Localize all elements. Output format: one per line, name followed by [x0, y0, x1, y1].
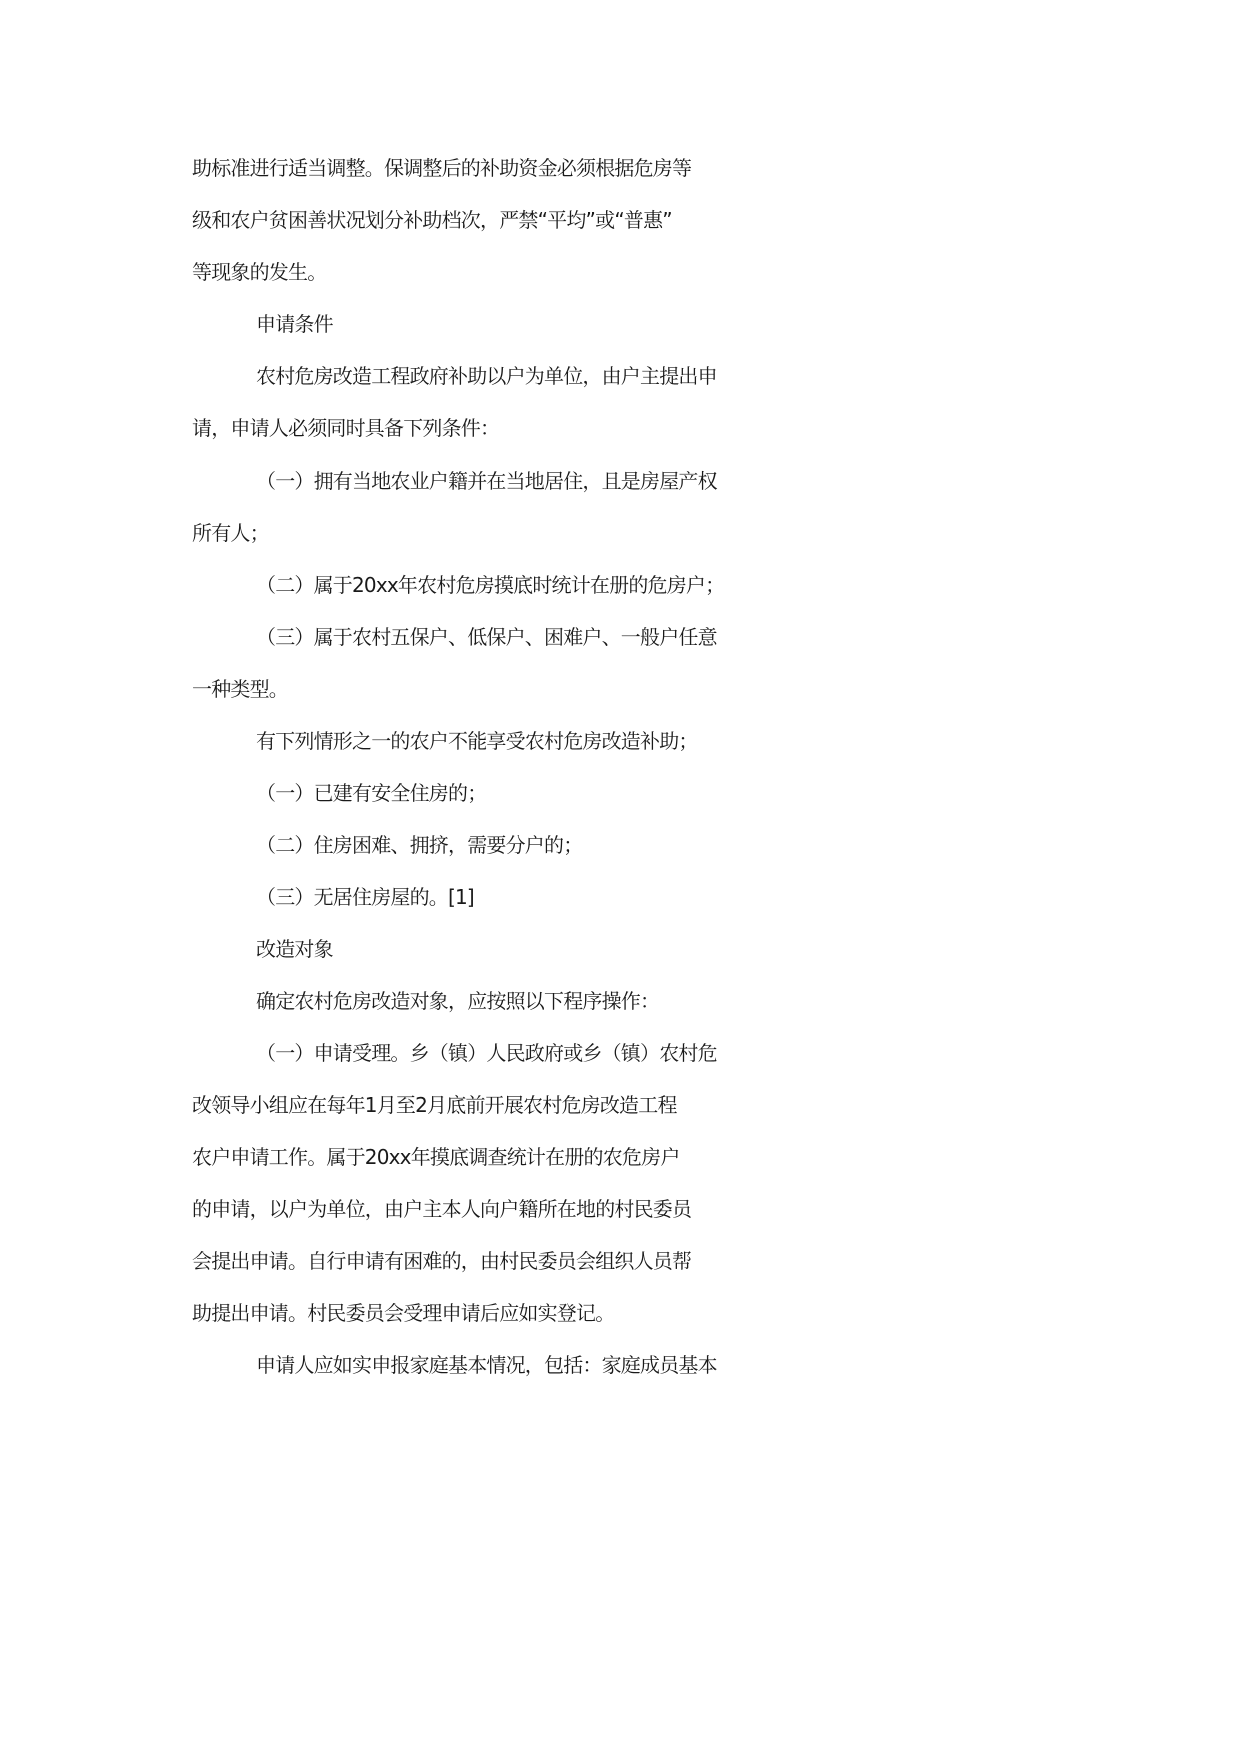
text-line: 申请人应如实申报家庭基本情况，包括：家庭成员基本	[256, 1353, 717, 1377]
text-line: 级和农户贫困善状况划分补助档次，严禁“平均”或“普惠”	[192, 208, 672, 232]
text-line: 会提出申请。自行申请有困难的，由村民委员会组织人员帮	[192, 1249, 692, 1273]
text-line: 助提出申请。村民委员会受理申请后应如实登记。	[192, 1301, 615, 1325]
text-line: 所有人；	[192, 521, 269, 545]
section-heading: 申请条件	[256, 312, 333, 336]
section-heading: 改造对象	[256, 937, 333, 961]
list-item-line: （一）已建有安全住房的；	[256, 781, 487, 805]
text-line: 的申请，以户为单位，由户主本人向户籍所在地的村民委员	[192, 1197, 692, 1221]
text-line: 改领导小组应在每年1月至2月底前开展农村危房改造工程	[192, 1093, 677, 1117]
text-line: 等现象的发生。	[192, 260, 327, 284]
text-line: 农户申请工作。属于20xx年摸底调查统计在册的农危房户	[192, 1145, 680, 1169]
text-line: 确定农村危房改造对象，应按照以下程序操作：	[256, 989, 660, 1013]
list-item-line: （三）属于农村五保户、低保户、困难户、一般户任意	[256, 625, 717, 649]
text-line: 有下列情形之一的农户不能享受农村危房改造补助；	[256, 729, 698, 753]
list-item-line: （二）住房困难、拥挤，需要分户的；	[256, 833, 583, 857]
text-line: 请，申请人必须同时具备下列条件：	[192, 416, 500, 440]
list-item-line: （三）无居住房屋的。[1]	[256, 885, 474, 909]
text-line: 助标准进行适当调整。保调整后的补助资金必须根据危房等	[192, 156, 692, 180]
list-item-line: （二）属于20xx年农村危房摸底时统计在册的危房户；	[256, 573, 725, 597]
list-item-line: （一）申请受理。乡（镇）人民政府或乡（镇）农村危	[256, 1041, 717, 1065]
list-item-line: （一）拥有当地农业户籍并在当地居住，且是房屋产权	[256, 469, 717, 493]
text-line: 一种类型。	[192, 677, 288, 701]
text-line: 农村危房改造工程政府补助以户为单位，由户主提出申	[256, 364, 717, 388]
